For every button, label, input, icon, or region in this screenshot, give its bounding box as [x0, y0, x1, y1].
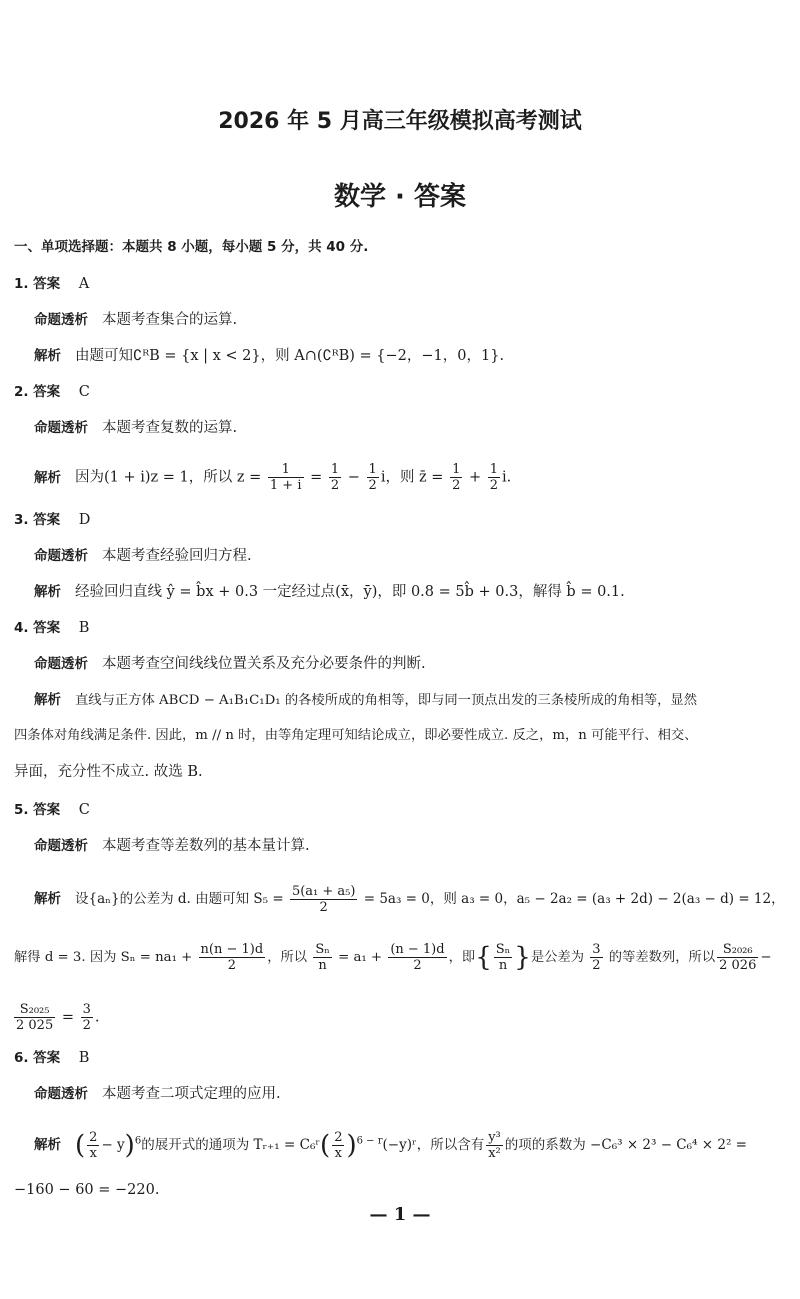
- q2-text: i.: [502, 469, 512, 486]
- q4-analysis-line2: 四条体对角线满足条件. 因此，m // n 时，由等角定理可知结论成立，即必要性成立. 反之，m，n 可能平行、相交、: [14, 728, 698, 743]
- analysis-label: 解析: [34, 469, 61, 486]
- analysis-label: 解析: [34, 584, 61, 600]
- fraction: [494, 942, 513, 973]
- right-brace: }: [514, 942, 531, 973]
- denominator: 2: [82, 1018, 91, 1033]
- q5-analysis-line2: [14, 942, 772, 973]
- denominator: 2: [413, 958, 422, 973]
- q5-intent: [34, 836, 310, 856]
- denominator: 2 025: [16, 1018, 54, 1033]
- numerator: (n − 1)d: [390, 942, 445, 957]
- numerator: 2: [334, 1130, 343, 1145]
- exponent: 6 − r: [356, 1135, 383, 1147]
- denominator: 1 + i: [269, 478, 302, 493]
- q1-analysis: [34, 346, 504, 366]
- numerator: S₂₀₂₆: [717, 942, 758, 958]
- section-heading: 一、单项选择题：本题共 8 小题，每小题 5 分，共 40 分.: [14, 239, 369, 255]
- q5-text: 设{aₙ}的公差为 d. 由题可知 S₅ =: [75, 891, 284, 907]
- q5-text: = 5a₃ = 0，则 a₃ = 0，a₅ − 2a₂ = (a₃ + 2d) − 2(a₃ − d) = 12，: [363, 891, 785, 907]
- denominator: 2: [592, 958, 601, 973]
- right-paren: ): [346, 1130, 357, 1161]
- intent-label: 命题透析: [34, 312, 88, 328]
- q5-text: =: [61, 1009, 74, 1026]
- q6-number: 6.: [14, 1050, 29, 1066]
- q5-intent-text: 本题考查等差数列的基本量计算.: [102, 838, 310, 854]
- q5-text: 的等差数列，所以: [608, 950, 716, 965]
- q4-number: 4.: [14, 620, 29, 636]
- q3-number: 3.: [14, 512, 29, 528]
- answer-label: 答案: [33, 384, 61, 400]
- fraction: [388, 942, 446, 973]
- q6-answer: B: [78, 1050, 90, 1066]
- fraction: [367, 462, 379, 493]
- numerator: 1: [330, 462, 340, 477]
- q5-text: = a₁ +: [338, 950, 383, 965]
- intent-label: 命题透析: [34, 1086, 88, 1102]
- page-number: — 1 —: [369, 1204, 431, 1225]
- numerator: 2: [89, 1130, 98, 1145]
- analysis-label: 解析: [34, 348, 61, 364]
- q2-text: =: [310, 469, 323, 486]
- q1-number: 1.: [14, 276, 29, 292]
- q5-text: −: [760, 950, 772, 965]
- q6-intent-text: 本题考查二项式定理的应用.: [102, 1086, 281, 1102]
- q1-intent-text: 本题考查集合的运算.: [102, 312, 238, 328]
- q2-text: i，则 z̄ =: [380, 469, 444, 486]
- q5-text: ，即: [448, 950, 476, 965]
- q3-intent-text: 本题考查经验回归方程.: [102, 548, 252, 564]
- q4-analysis: [34, 690, 697, 711]
- q5-text: ，所以: [267, 950, 308, 965]
- q2-analysis: [34, 462, 511, 493]
- q6-text: (−y)ʳ，所以含有: [382, 1137, 485, 1153]
- q2-intent-text: 本题考查复数的运算.: [102, 420, 238, 436]
- q5-answer-line: [14, 800, 90, 820]
- fraction: [268, 462, 304, 493]
- q6-text: 的项的系数为 −C₆³ × 2³ − C₆⁴ × 2² =: [504, 1137, 747, 1153]
- analysis-label: 解析: [34, 692, 61, 708]
- q3-intent: [34, 546, 252, 566]
- q4-intent-text: 本题考查空间线线位置关系及充分必要条件的判断.: [102, 656, 426, 672]
- left-paren: (: [75, 1130, 86, 1161]
- document-subtitle: 数学 · 答案: [334, 182, 466, 212]
- numerator: 1: [268, 462, 304, 478]
- fraction: [488, 462, 500, 493]
- q5-text: .: [94, 1009, 100, 1026]
- q5-text: 是公差为: [530, 950, 584, 965]
- denominator: x: [334, 1146, 343, 1161]
- q4-answer: B: [78, 620, 90, 636]
- left-brace: {: [475, 942, 492, 973]
- fraction: [87, 1130, 99, 1161]
- numerator: Sₙ: [495, 942, 511, 957]
- intent-label: 命题透析: [34, 420, 88, 436]
- right-paren: ): [124, 1130, 135, 1161]
- denominator: 2: [452, 478, 461, 493]
- numerator: y³: [488, 1130, 501, 1145]
- q5-answer: C: [78, 802, 90, 818]
- answer-label: 答案: [33, 1050, 61, 1066]
- q1-intent: [34, 310, 237, 330]
- q2-text: 因为(1 + i)z = 1，所以 z =: [75, 469, 262, 486]
- fraction: [329, 462, 341, 493]
- answer-label: 答案: [33, 276, 61, 292]
- q4-intent: [34, 654, 426, 674]
- answer-label: 答案: [33, 620, 61, 636]
- answer-label: 答案: [33, 512, 61, 528]
- fraction: [486, 1130, 503, 1161]
- fraction: [14, 1002, 55, 1033]
- fraction: [590, 942, 602, 973]
- q5-analysis-line3: [14, 1002, 99, 1033]
- q4-answer-line: [14, 618, 89, 638]
- intent-label: 命题透析: [34, 548, 88, 564]
- q6-intent: [34, 1084, 281, 1104]
- denominator: n: [498, 958, 508, 973]
- q3-analysis-text: 经验回归直线 ŷ = b̂x + 0.3 一定经过点(x̄，ȳ)，即 0.8 = 5b̂ + 0.3，解得 b̂ = 0.1.: [75, 584, 625, 600]
- denominator: 2: [227, 958, 236, 973]
- denominator: n: [318, 958, 327, 973]
- fraction: [717, 942, 758, 973]
- q2-number: 2.: [14, 384, 29, 400]
- q2-intent: [34, 418, 237, 438]
- q2-text: −: [347, 469, 360, 486]
- q3-answer: D: [78, 512, 91, 528]
- q5-analysis: [34, 884, 785, 915]
- denominator: x: [89, 1146, 97, 1161]
- denominator: 2: [330, 478, 340, 493]
- q5-text: 解得 d = 3. 因为 Sₙ = na₁ +: [14, 950, 193, 965]
- left-paren: (: [320, 1130, 331, 1161]
- denominator: 2: [319, 900, 328, 915]
- q6-answer-line: [14, 1048, 89, 1068]
- q5-number: 5.: [14, 802, 29, 818]
- intent-label: 命题透析: [34, 838, 88, 854]
- numerator: n(n − 1)d: [200, 942, 264, 957]
- q4-analysis-line3: 异面，充分性不成立. 故选 B.: [14, 764, 203, 780]
- numerator: Sₙ: [315, 942, 330, 957]
- fraction: [81, 1002, 93, 1033]
- answer-label: 答案: [33, 802, 61, 818]
- q2-answer-line: [14, 382, 90, 402]
- numerator: S₂₀₂₅: [14, 1002, 55, 1018]
- q2-text: +: [468, 469, 482, 486]
- exponent: 6: [134, 1135, 142, 1147]
- numerator: 3: [592, 942, 601, 957]
- intent-label: 命题透析: [34, 656, 88, 672]
- q6-text: 的展开式的通项为 Tᵣ₊₁ = C₆ʳ: [141, 1137, 321, 1153]
- numerator: 1: [452, 462, 461, 477]
- q3-answer-line: [14, 510, 90, 530]
- numerator: 5(a₁ + a₅): [291, 884, 356, 899]
- analysis-label: 解析: [34, 1137, 61, 1153]
- q1-answer-line: [14, 274, 89, 294]
- fraction: [199, 942, 266, 973]
- q1-answer: A: [78, 276, 90, 292]
- fraction: [450, 462, 462, 493]
- q6-analysis: [34, 1130, 747, 1161]
- fraction: [332, 1130, 344, 1161]
- denominator: 2: [368, 478, 377, 493]
- numerator: 3: [82, 1002, 91, 1017]
- denominator: x²: [488, 1146, 501, 1161]
- q6-text: − y: [101, 1137, 125, 1153]
- q6-analysis-line2: −160 − 60 = −220.: [14, 1182, 160, 1198]
- fraction: [313, 942, 332, 973]
- q2-answer: C: [78, 384, 90, 400]
- q4-analysis-line1: 直线与正方体 ABCD − A₁B₁C₁D₁ 的各棱所成的角相等，即与同一顶点出发的三条棱所成的角相等，显然: [75, 693, 698, 708]
- denominator: 2 026: [719, 958, 757, 973]
- analysis-label: 解析: [34, 891, 61, 907]
- q3-analysis: [34, 582, 625, 602]
- fraction: [290, 884, 358, 915]
- numerator: 1: [368, 462, 377, 477]
- denominator: 2: [489, 478, 499, 493]
- q1-analysis-text: 由题可知∁ᴿB = {x | x < 2}，则 A∩(∁ᴿB) = {−2，−1，0，1}.: [75, 348, 505, 364]
- numerator: 1: [489, 462, 499, 477]
- document-title: 2026 年 5 月高三年级模拟高考测试: [218, 109, 582, 134]
